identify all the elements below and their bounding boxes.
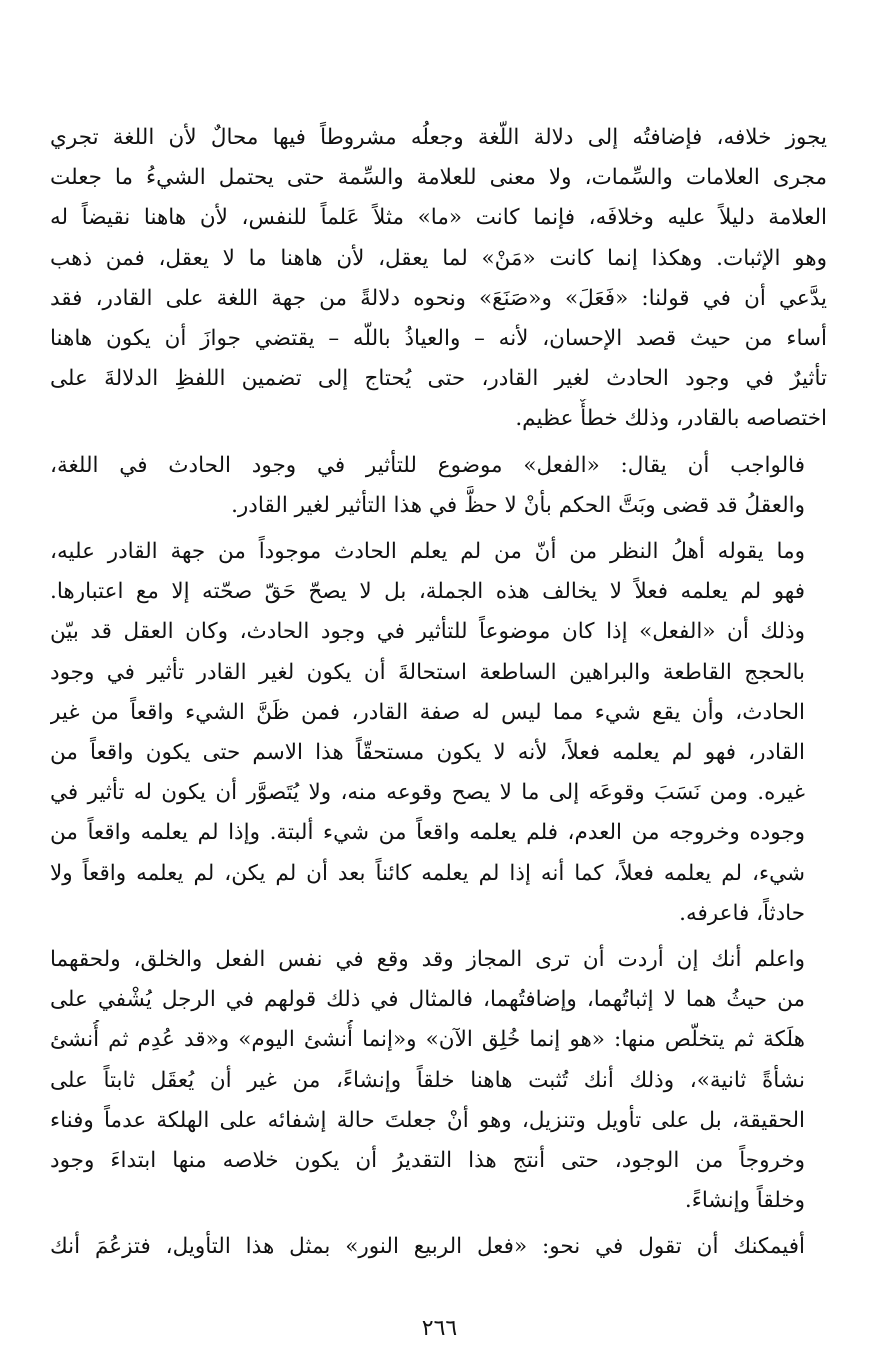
text-line: وهو الإثبات. وهكذا إنما كانت «مَنْ» لما يعقل، لأن هاهنا ما لا يعقل، فمن ذهب (50, 245, 827, 271)
text-line: بالحجج القاطعة والبراهين الساطعة استحالةَ أن يكون لغير القادر تأثير في وجود (50, 659, 805, 685)
paragraph-2 (50, 446, 827, 526)
text-line: يدَّعي أن في قولنا: «فَعَلَ» و«صَنَعَ» ونحوه دلالةً من جهة اللغة على القادر، فقد (50, 285, 827, 311)
text-line: فهو لم يعلمه فعلاً لا يخالف هذه الجملة، بل لا يصحّ حَقّ صحّته إلا مع اعتبارها. (50, 579, 805, 605)
paragraph-5 (50, 1227, 827, 1267)
paragraph-4 (50, 940, 827, 1221)
text-line: القادر، فهو لم يعلمه فعلاً، لأنه لا يكون مستحقّاً هذا الاسم حتى يكون واقعاً من (50, 740, 805, 766)
text-line: يجوز خلافه، فإضافتُه إلى دلالة اللّغة وجعلُه مشروطاً فيها محالٌ لأن اللغة تجري (50, 125, 827, 150)
text-line: وجوده وخروجه من العدم، فلم يعلمه واقعاً من شيء ألبتة. وإذا لم يعلمه واقعاً من (50, 820, 805, 846)
text-line: حادثاً، فاعرفه. (679, 900, 805, 926)
text-line: أفيمكنك أن تقول في نحو: «فعل الربيع النور» بمثل هذا التأويل، فتزعُمَ أنك (50, 1234, 805, 1260)
text-line: العلامة دليلاً عليه وخلافَه، فإنما كانت «ما» مثلاً عَلماً للنفس، لأن هاهنا نقيضاً له (50, 205, 827, 231)
text-line: واعلم أنك إن أردت أن ترى المجاز وقد وقع في نفس الفعل والخلق، ولحقهما (50, 947, 805, 973)
text-line: غيره. ومن نَسَبَ وقوعَه إلى ما لا يصح وقوعه منه، ولا يُتَصوَّر أن يكون له تأثير في (50, 780, 805, 806)
text-line: مجرى العلامات والسِّمات، ولا معنى للعلامة والسِّمة حتى يحتمل الشيءُ ما جعلت (50, 165, 827, 191)
text-line: الحادث، وأن يقع شيء مما ليس له صفة القادر، فمن ظَنَّ الشيء واقعاً من غير (50, 699, 805, 725)
text-line: وما يقوله أهلُ النظر من أنّ من لم يعلم الحادث موجوداً من جهة القادر عليه، (50, 539, 805, 565)
paragraph-3 (50, 532, 827, 934)
text-line: وخلقاً وإنشاءً. (684, 1188, 805, 1214)
paragraph-1 (50, 118, 827, 440)
text-line: شيء، لم يعلمه فعلاً، كما أنه إذا لم يعلمه كائناً بعد أن لم يكن، لم يعلمه واقعاً ولا (50, 860, 805, 886)
text-line: وخروجاً من الوجود، حتى أنتج هذا التقديرُ أن يكون خلاصه منها ابتداءَ وجود (50, 1148, 805, 1174)
text-line: هلَكة ثم يتخلّص منها: «هو إنما خُلِق الآن» و«إنما أُنشئ اليوم» و«قد عُدِم ثم أُنشئ (50, 1027, 805, 1053)
text-line: فالواجب أن يقال: «الفعل» موضوع للتأثير في وجود الحادث في اللغة، (50, 452, 805, 478)
text-line: نشأةً ثانية»، وذلك أنك تُثبت هاهنا خلقاً وإنشاءً، من غير أن يُعقَل ثابتاً على (50, 1067, 805, 1093)
text-line: الحقيقة، بل على تأويل وتنزيل، وهو أنْ جعلتَ حالة إشفائه على الهلكة عدماً وفناء (50, 1107, 805, 1133)
text-line: والعقلُ قد قضى وبَتَّ الحكم بأنْ لا حظَّ في هذا التأثير لغير القادر. (231, 492, 805, 518)
text-line: من حيثُ هما لا إثباتُهما، وإضافتُهما، فالمثال في ذلك قولهم في الرجل يُشْفي على (50, 987, 805, 1013)
text-line: اختصاصه بالقادر، وذلك خطأٌ عظيم. (515, 406, 827, 432)
text-line: أساء من حيث قصد الإحسان، لأنه – والعياذُ باللّه – يقتضي جوازَ أن يكون هاهنا (50, 326, 827, 352)
text-line: وذلك أن «الفعل» إذا كان موضوعاً للتأثير في وجود الحادث، وكان العقل قد بيّن (50, 619, 805, 645)
page-body (50, 118, 827, 1268)
page-number: ٢٦٦ (421, 1316, 458, 1341)
text-line: تأثيرٌ في وجود الحادث لغير القادر، حتى يُحتاج إلى تضمين اللفظِ الدلالةَ على (50, 366, 827, 392)
